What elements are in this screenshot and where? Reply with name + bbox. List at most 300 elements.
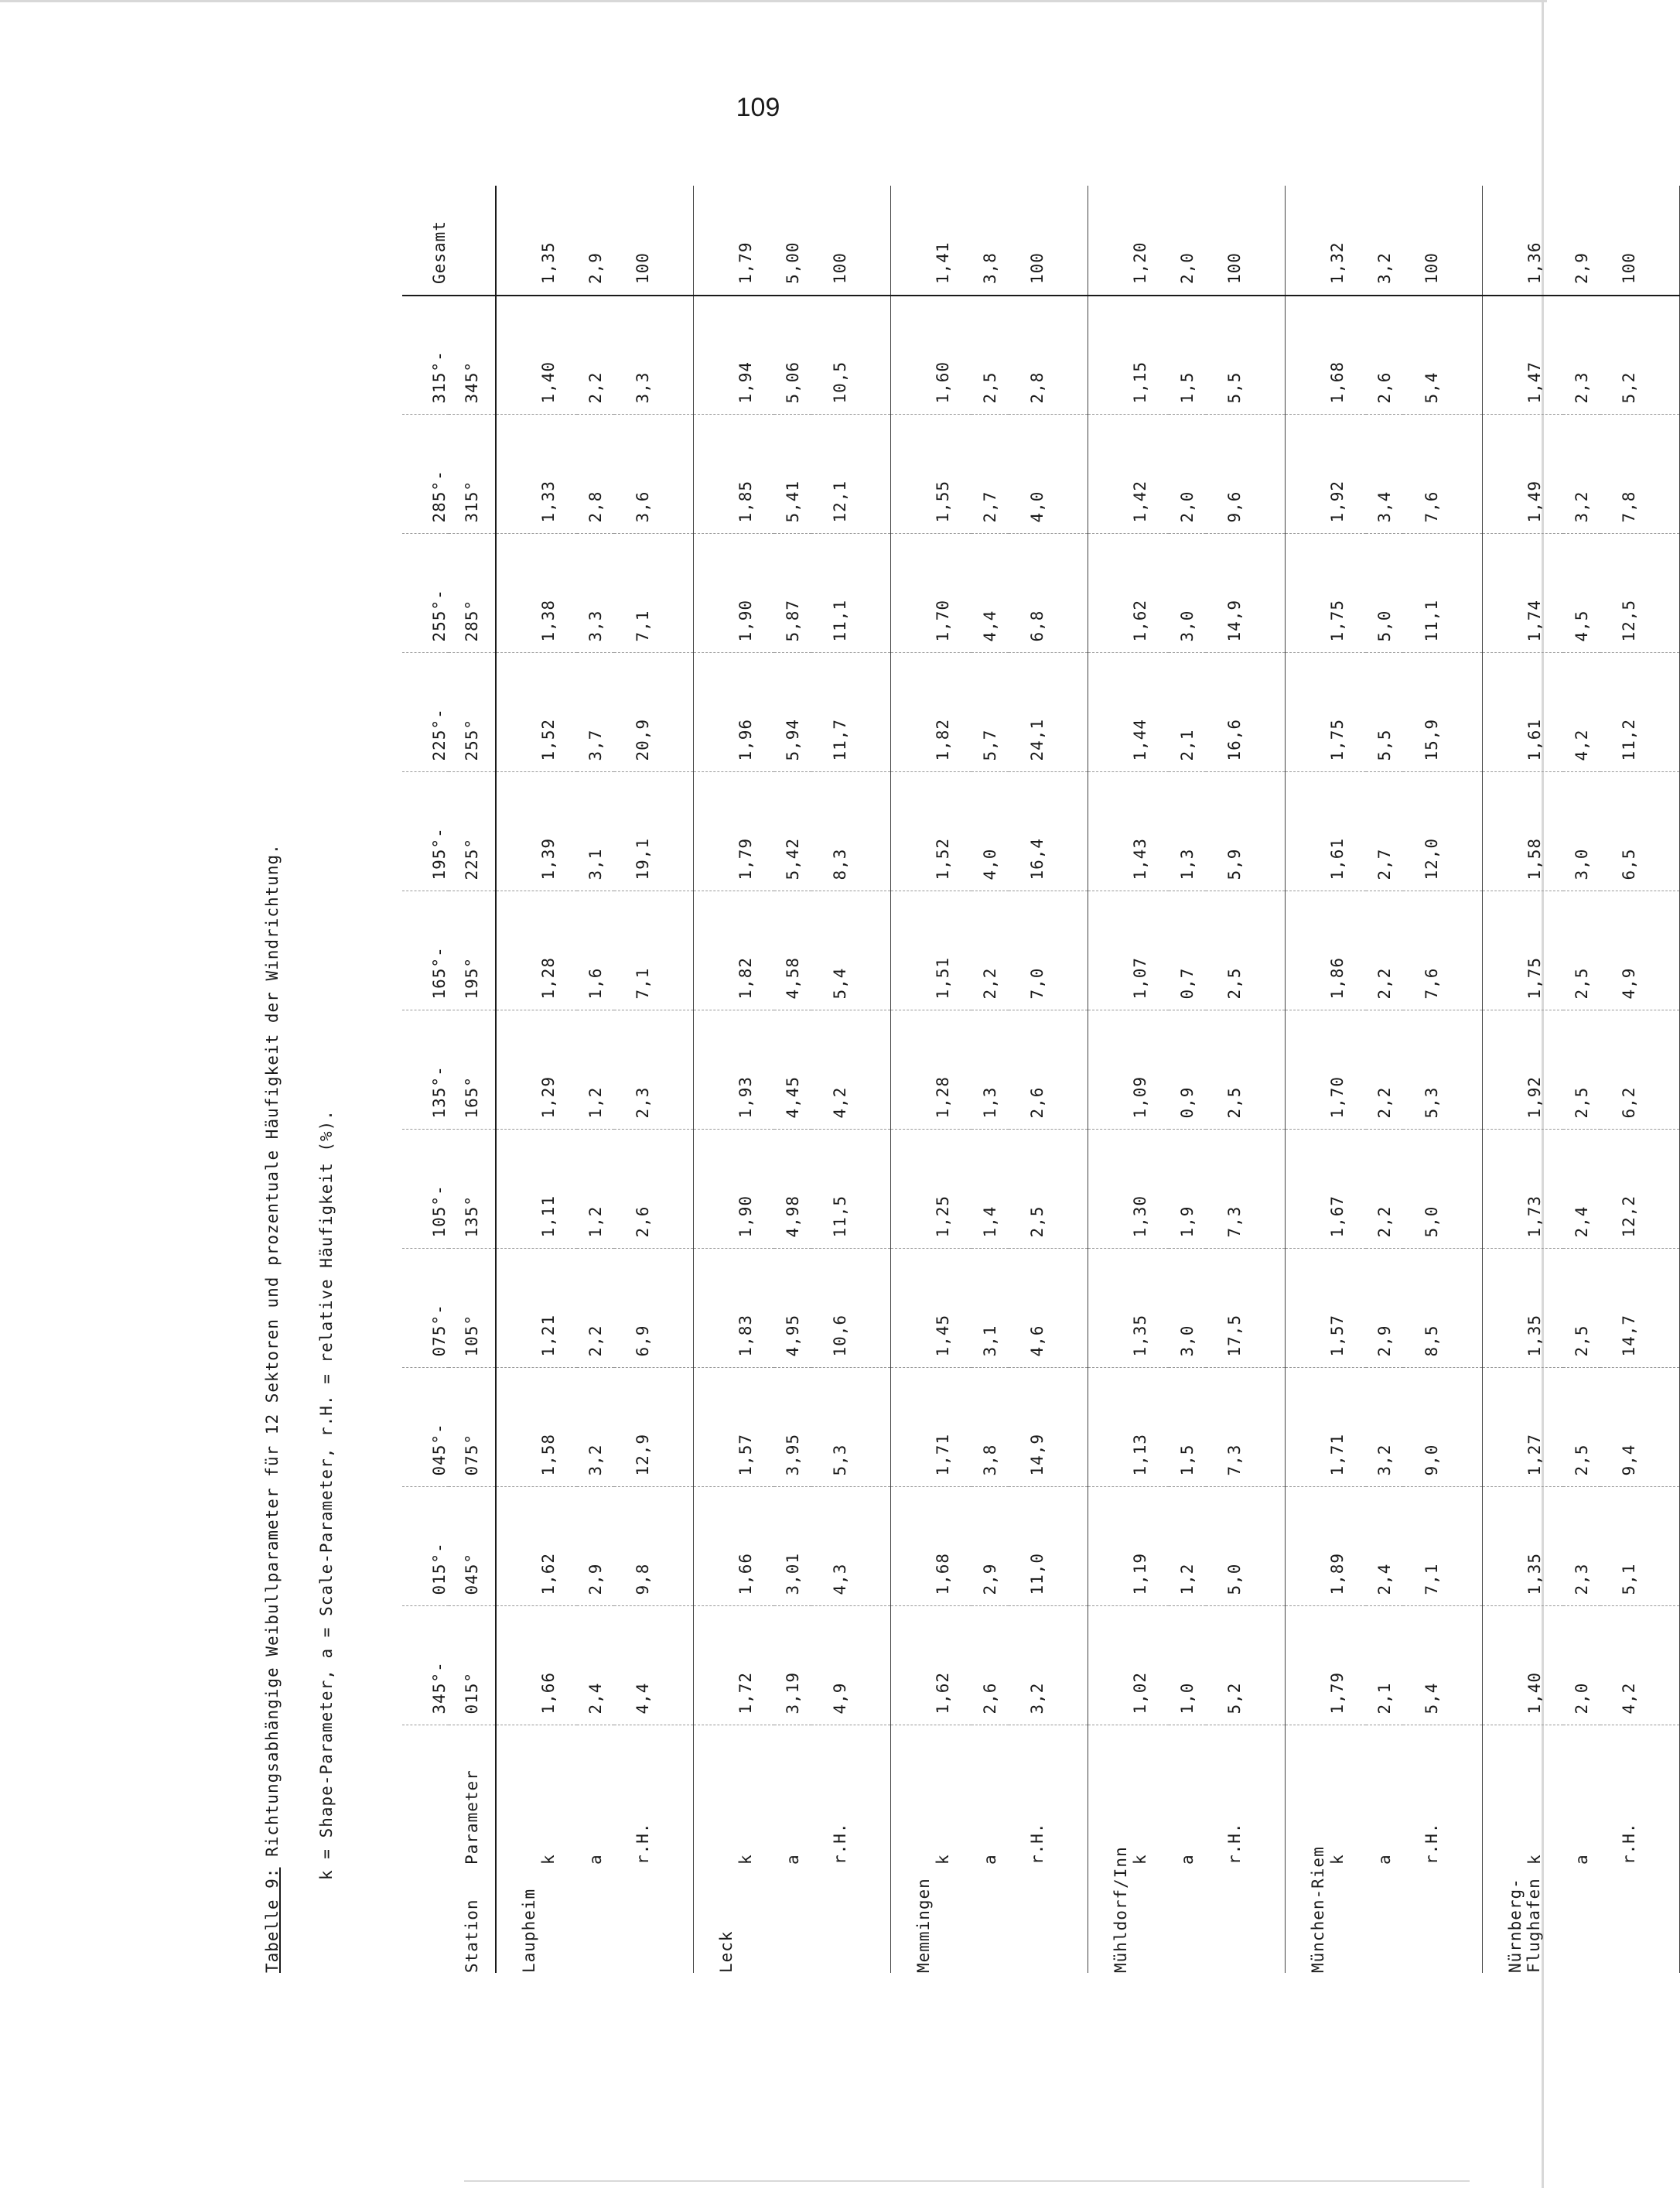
sector-from-label: 195°- xyxy=(402,772,449,891)
value-cell: 1,75 xyxy=(1286,534,1367,653)
value-cell: 3,01 xyxy=(774,1487,811,1606)
value-cell: 1,2 xyxy=(577,1010,614,1130)
value-cell: 7,6 xyxy=(1403,415,1483,534)
value-cell: 8,5 xyxy=(1403,1249,1483,1368)
value-cell: 1,67 xyxy=(1286,1130,1367,1249)
sector-from-label: 015°- xyxy=(402,1487,449,1606)
total-cell: 100 xyxy=(1600,186,1680,296)
value-cell: 1,90 xyxy=(694,1130,775,1249)
value-cell: 12,0 xyxy=(1403,772,1483,891)
value-cell: 1,66 xyxy=(496,1606,577,1725)
total-cell: 1,35 xyxy=(496,186,577,296)
value-cell: 1,72 xyxy=(694,1606,775,1725)
value-cell: 7,1 xyxy=(614,534,694,653)
weibull-table xyxy=(402,186,1680,1973)
parameter-cell: r.H. xyxy=(1620,1822,1638,1865)
total-cell: 1,36 xyxy=(1483,186,1564,296)
table-caption xyxy=(263,843,282,1973)
value-cell: 1,61 xyxy=(1483,653,1564,772)
value-cell: 2,2 xyxy=(577,1249,614,1368)
station-name xyxy=(891,1865,1088,1973)
value-cell: 5,3 xyxy=(811,1368,891,1487)
sector-to-label: 105° xyxy=(449,1249,496,1368)
value-cell: 3,0 xyxy=(1169,1249,1206,1368)
value-cell: 2,5 xyxy=(1206,1010,1286,1130)
value-cell: 5,0 xyxy=(1403,1130,1483,1249)
value-cell: 1,58 xyxy=(1483,772,1564,891)
value-cell: 5,0 xyxy=(1206,1487,1286,1606)
value-cell: 5,0 xyxy=(1366,534,1403,653)
value-cell: 11,1 xyxy=(1403,534,1483,653)
total-cell: 100 xyxy=(614,186,694,296)
parameter-cell: r.H. xyxy=(1422,1822,1441,1865)
station-name-line: Laupheim xyxy=(520,1888,538,1973)
value-cell: 4,3 xyxy=(811,1487,891,1606)
value-cell: 2,2 xyxy=(1366,1130,1403,1249)
total-cell: 2,9 xyxy=(577,186,614,296)
sector-from-label: 105°- xyxy=(402,1130,449,1249)
table-row xyxy=(1366,186,1403,1973)
value-cell: 4,6 xyxy=(1009,1249,1088,1368)
station-name-line: Flughafen xyxy=(1525,1878,1543,1973)
value-cell: 4,5 xyxy=(1563,534,1600,653)
value-cell: 1,33 xyxy=(496,415,577,534)
value-cell: 5,9 xyxy=(1206,772,1286,891)
value-cell: 1,07 xyxy=(1088,891,1170,1010)
sector-to-label: 045° xyxy=(449,1487,496,1606)
value-cell: 5,3 xyxy=(1403,1010,1483,1130)
value-cell: 9,0 xyxy=(1403,1368,1483,1487)
value-cell: 1,90 xyxy=(694,534,775,653)
parameter-cell: a xyxy=(1178,1854,1197,1865)
value-cell: 1,42 xyxy=(1088,415,1170,534)
value-cell: 3,2 xyxy=(1563,415,1600,534)
value-cell: 5,87 xyxy=(774,534,811,653)
value-cell: 1,2 xyxy=(577,1130,614,1249)
page-number: 109 xyxy=(736,93,780,122)
value-cell: 5,2 xyxy=(1206,1606,1286,1725)
value-cell: 1,82 xyxy=(891,653,972,772)
value-cell: 1,28 xyxy=(496,891,577,1010)
value-cell: 3,6 xyxy=(614,415,694,534)
value-cell: 1,83 xyxy=(694,1249,775,1368)
value-cell: 5,4 xyxy=(811,891,891,1010)
value-cell: 4,95 xyxy=(774,1249,811,1368)
value-cell: 1,68 xyxy=(891,1487,972,1606)
value-cell: 1,3 xyxy=(1169,772,1206,891)
value-cell: 1,47 xyxy=(1483,296,1564,415)
value-cell: 2,4 xyxy=(1366,1487,1403,1606)
value-cell: 2,8 xyxy=(1009,296,1088,415)
value-cell: 7,6 xyxy=(1403,891,1483,1010)
value-cell: 3,2 xyxy=(577,1368,614,1487)
value-cell: 6,5 xyxy=(1600,772,1680,891)
value-cell: 20,9 xyxy=(614,653,694,772)
value-cell: 1,2 xyxy=(1169,1487,1206,1606)
value-cell: 1,35 xyxy=(1483,1249,1564,1368)
value-cell: 2,6 xyxy=(971,1606,1009,1725)
value-cell: 17,5 xyxy=(1206,1249,1286,1368)
value-cell: 2,6 xyxy=(1366,296,1403,415)
sector-to-label: 315° xyxy=(449,415,496,534)
parameter-cell: a xyxy=(1572,1854,1591,1865)
value-cell: 3,1 xyxy=(971,1249,1009,1368)
value-cell: 1,30 xyxy=(1088,1130,1170,1249)
value-cell: 2,4 xyxy=(1563,1130,1600,1249)
value-cell: 2,3 xyxy=(614,1010,694,1130)
table-row xyxy=(1206,186,1286,1973)
sector-to-label: 195° xyxy=(449,891,496,1010)
total-cell: 100 xyxy=(1403,186,1483,296)
value-cell: 4,0 xyxy=(1009,415,1088,534)
table-row xyxy=(694,186,775,1973)
value-cell: 4,2 xyxy=(811,1010,891,1130)
station-name xyxy=(1088,1846,1286,1973)
value-cell: 2,5 xyxy=(1563,891,1600,1010)
table-row xyxy=(1403,186,1483,1973)
value-cell: 5,5 xyxy=(1206,296,1286,415)
value-cell: 4,0 xyxy=(971,772,1009,891)
sector-from-label: 315°- xyxy=(402,296,449,415)
value-cell: 4,4 xyxy=(971,534,1009,653)
value-cell: 2,5 xyxy=(1563,1249,1600,1368)
total-cell: 1,20 xyxy=(1088,186,1170,296)
total-cell: 1,32 xyxy=(1286,186,1367,296)
value-cell: 1,4 xyxy=(971,1130,1009,1249)
value-cell: 2,4 xyxy=(577,1606,614,1725)
value-cell: 2,1 xyxy=(1169,653,1206,772)
total-cell: 100 xyxy=(811,186,891,296)
value-cell: 4,2 xyxy=(1600,1606,1680,1725)
station-name-line: Nürnberg- xyxy=(1506,1878,1525,1973)
value-cell: 1,66 xyxy=(694,1487,775,1606)
value-cell: 2,7 xyxy=(1366,772,1403,891)
value-cell: 1,62 xyxy=(891,1606,972,1725)
value-cell: 5,4 xyxy=(1403,296,1483,415)
value-cell: 5,5 xyxy=(1366,653,1403,772)
value-cell: 1,55 xyxy=(891,415,972,534)
value-cell: 1,09 xyxy=(1088,1010,1170,1130)
value-cell: 2,5 xyxy=(1206,891,1286,1010)
value-cell: 2,6 xyxy=(614,1130,694,1249)
value-cell: 0,7 xyxy=(1169,891,1206,1010)
value-cell: 1,58 xyxy=(496,1368,577,1487)
value-cell: 5,2 xyxy=(1600,296,1680,415)
table-row xyxy=(496,186,577,1973)
parameter-cell: k xyxy=(539,1854,558,1865)
value-cell: 7,1 xyxy=(1403,1487,1483,1606)
value-cell: 2,2 xyxy=(971,891,1009,1010)
value-cell: 1,49 xyxy=(1483,415,1564,534)
value-cell: 2,5 xyxy=(1563,1010,1600,1130)
value-cell: 5,1 xyxy=(1600,1487,1680,1606)
table-row xyxy=(1088,186,1170,1973)
sector-to-label: 165° xyxy=(449,1010,496,1130)
scan-edge-bottom xyxy=(464,2180,1470,2182)
parameter-cell: r.H. xyxy=(1028,1822,1047,1865)
value-cell: 1,73 xyxy=(1483,1130,1564,1249)
value-cell: 1,3 xyxy=(971,1010,1009,1130)
value-cell: 3,1 xyxy=(577,772,614,891)
value-cell: 2,2 xyxy=(1366,1010,1403,1130)
value-cell: 4,45 xyxy=(774,1010,811,1130)
value-cell: 2,3 xyxy=(1563,296,1600,415)
scan-edge-top xyxy=(0,0,1547,2)
value-cell: 12,1 xyxy=(811,415,891,534)
value-cell: 8,3 xyxy=(811,772,891,891)
value-cell: 1,45 xyxy=(891,1249,972,1368)
station-name-line: Memmingen xyxy=(914,1878,933,1973)
value-cell: 9,6 xyxy=(1206,415,1286,534)
value-cell: 15,9 xyxy=(1403,653,1483,772)
value-cell: 14,9 xyxy=(1206,534,1286,653)
station-name xyxy=(1483,1865,1680,1973)
value-cell: 1,44 xyxy=(1088,653,1170,772)
value-cell: 1,27 xyxy=(1483,1368,1564,1487)
value-cell: 3,7 xyxy=(577,653,614,772)
value-cell: 12,5 xyxy=(1600,534,1680,653)
value-cell: 1,75 xyxy=(1483,891,1564,1010)
value-cell: 1,61 xyxy=(1286,772,1367,891)
sector-from-label: 345°- xyxy=(402,1606,449,1725)
value-cell: 2,5 xyxy=(1009,1130,1088,1249)
value-cell: 3,2 xyxy=(1366,1368,1403,1487)
value-cell: 3,0 xyxy=(1169,534,1206,653)
value-cell: 1,57 xyxy=(694,1368,775,1487)
rotated-table-region xyxy=(263,178,1638,1973)
value-cell: 1,11 xyxy=(496,1130,577,1249)
caption-label: Tabelle 9: xyxy=(263,1867,282,1973)
value-cell: 1,5 xyxy=(1169,1368,1206,1487)
sector-from-label: 075°- xyxy=(402,1249,449,1368)
value-cell: 5,41 xyxy=(774,415,811,534)
station-name xyxy=(694,1865,891,1973)
value-cell: 1,52 xyxy=(891,772,972,891)
sector-from-label: 165°- xyxy=(402,891,449,1010)
total-cell: 5,00 xyxy=(774,186,811,296)
value-cell: 1,02 xyxy=(1088,1606,1170,1725)
parameter-cell: r.H. xyxy=(1225,1822,1244,1865)
value-cell: 4,9 xyxy=(1600,891,1680,1010)
header-blank xyxy=(402,1865,449,1973)
value-cell: 19,1 xyxy=(614,772,694,891)
table-row xyxy=(774,186,811,1973)
total-cell: 1,41 xyxy=(891,186,972,296)
value-cell: 1,79 xyxy=(1286,1606,1367,1725)
value-cell: 11,5 xyxy=(811,1130,891,1249)
value-cell: 3,8 xyxy=(971,1368,1009,1487)
value-cell: 2,0 xyxy=(1563,1606,1600,1725)
value-cell: 10,5 xyxy=(811,296,891,415)
value-cell: 1,74 xyxy=(1483,534,1564,653)
parameter-cell: k xyxy=(1131,1854,1149,1865)
sector-from-label: 045°- xyxy=(402,1368,449,1487)
value-cell: 2,9 xyxy=(577,1487,614,1606)
value-cell: 11,1 xyxy=(811,534,891,653)
value-cell: 1,15 xyxy=(1088,296,1170,415)
value-cell: 2,8 xyxy=(577,415,614,534)
value-cell: 4,4 xyxy=(614,1606,694,1725)
value-cell: 9,8 xyxy=(614,1487,694,1606)
value-cell: 1,75 xyxy=(1286,653,1367,772)
header-row-from xyxy=(402,186,449,1973)
sector-to-label: 345° xyxy=(449,296,496,415)
sector-to-label: 015° xyxy=(449,1606,496,1725)
parameter-cell: k xyxy=(736,1854,755,1865)
value-cell: 2,6 xyxy=(1009,1010,1088,1130)
table-row xyxy=(971,186,1009,1973)
value-cell: 2,2 xyxy=(1366,891,1403,1010)
sector-to-label: 075° xyxy=(449,1368,496,1487)
value-cell: 1,25 xyxy=(891,1130,972,1249)
value-cell: 7,1 xyxy=(614,891,694,1010)
value-cell: 1,5 xyxy=(1169,296,1206,415)
value-cell: 16,4 xyxy=(1009,772,1088,891)
table-row xyxy=(1600,186,1680,1973)
value-cell: 1,52 xyxy=(496,653,577,772)
value-cell: 6,8 xyxy=(1009,534,1088,653)
value-cell: 2,1 xyxy=(1366,1606,1403,1725)
value-cell: 0,9 xyxy=(1169,1010,1206,1130)
parameter-cell: r.H. xyxy=(831,1822,849,1865)
station-name-line: Mühldorf/Inn xyxy=(1111,1846,1130,1973)
total-cell: 100 xyxy=(1206,186,1286,296)
table-legend: k = Shape-Parameter, a = Scale-Parameter, r.H. = relative Häufigkeit (%). xyxy=(317,1109,336,1880)
parameter-cell: a xyxy=(586,1854,605,1865)
total-cell: 2,9 xyxy=(1563,186,1600,296)
table-row xyxy=(1286,186,1367,1973)
value-cell: 11,7 xyxy=(811,653,891,772)
value-cell: 2,0 xyxy=(1169,415,1206,534)
value-cell: 1,29 xyxy=(496,1010,577,1130)
header-total-blank xyxy=(449,186,496,296)
value-cell: 3,0 xyxy=(1563,772,1600,891)
value-cell: 1,21 xyxy=(496,1249,577,1368)
value-cell: 2,5 xyxy=(1563,1368,1600,1487)
value-cell: 2,5 xyxy=(971,296,1009,415)
sector-from-label: 225°- xyxy=(402,653,449,772)
value-cell: 1,89 xyxy=(1286,1487,1367,1606)
value-cell: 3,2 xyxy=(1009,1606,1088,1725)
value-cell: 7,3 xyxy=(1206,1130,1286,1249)
value-cell: 5,42 xyxy=(774,772,811,891)
value-cell: 3,4 xyxy=(1366,415,1403,534)
value-cell: 1,92 xyxy=(1483,1010,1564,1130)
value-cell: 3,3 xyxy=(614,296,694,415)
value-cell: 1,92 xyxy=(1286,415,1367,534)
value-cell: 1,6 xyxy=(577,891,614,1010)
value-cell: 4,9 xyxy=(811,1606,891,1725)
value-cell: 14,7 xyxy=(1600,1249,1680,1368)
sector-from-label: 285°- xyxy=(402,415,449,534)
station-name xyxy=(1286,1846,1483,1973)
header-total: Gesamt xyxy=(402,186,449,296)
station-name-line: Leck xyxy=(717,1930,736,1973)
parameter-cell: a xyxy=(784,1854,802,1865)
parameter-cell: k xyxy=(1328,1854,1347,1865)
header-station: Station xyxy=(449,1865,496,1973)
value-cell: 2,9 xyxy=(1366,1249,1403,1368)
value-cell: 24,1 xyxy=(1009,653,1088,772)
value-cell: 5,4 xyxy=(1403,1606,1483,1725)
value-cell: 2,3 xyxy=(1563,1487,1600,1606)
value-cell: 10,6 xyxy=(811,1249,891,1368)
table-row xyxy=(1563,186,1600,1973)
value-cell: 9,4 xyxy=(1600,1368,1680,1487)
parameter-cell: r.H. xyxy=(633,1822,652,1865)
value-cell: 1,68 xyxy=(1286,296,1367,415)
value-cell: 3,19 xyxy=(774,1606,811,1725)
value-cell: 1,38 xyxy=(496,534,577,653)
sector-to-label: 255° xyxy=(449,653,496,772)
caption-text: Richtungsabhängige Weibullparameter für 12 Sektoren und prozentuale Häufigkeit der Windrichtung. xyxy=(263,843,282,1868)
table-row xyxy=(1009,186,1088,1973)
total-cell: 3,2 xyxy=(1366,186,1403,296)
value-cell: 1,43 xyxy=(1088,772,1170,891)
value-cell: 1,70 xyxy=(1286,1010,1367,1130)
value-cell: 4,98 xyxy=(774,1130,811,1249)
value-cell: 1,60 xyxy=(891,296,972,415)
total-cell: 100 xyxy=(1009,186,1088,296)
parameter-cell: k xyxy=(1525,1854,1544,1865)
value-cell: 1,19 xyxy=(1088,1487,1170,1606)
table-row xyxy=(1169,186,1206,1973)
value-cell: 4,2 xyxy=(1563,653,1600,772)
sector-to-label: 135° xyxy=(449,1130,496,1249)
value-cell: 2,9 xyxy=(971,1487,1009,1606)
value-cell: 1,9 xyxy=(1169,1130,1206,1249)
total-cell: 3,8 xyxy=(971,186,1009,296)
value-cell: 6,2 xyxy=(1600,1010,1680,1130)
value-cell: 1,28 xyxy=(891,1010,972,1130)
header-row-to xyxy=(449,186,496,1973)
table-row xyxy=(577,186,614,1973)
table-row xyxy=(1483,186,1564,1973)
sector-to-label: 285° xyxy=(449,534,496,653)
value-cell: 1,93 xyxy=(694,1010,775,1130)
value-cell: 1,40 xyxy=(1483,1606,1564,1725)
value-cell: 1,71 xyxy=(1286,1368,1367,1487)
value-cell: 1,0 xyxy=(1169,1606,1206,1725)
value-cell: 7,3 xyxy=(1206,1368,1286,1487)
value-cell: 2,7 xyxy=(971,415,1009,534)
value-cell: 1,35 xyxy=(1483,1487,1564,1606)
parameter-cell: k xyxy=(934,1854,952,1865)
value-cell: 11,0 xyxy=(1009,1487,1088,1606)
table-row xyxy=(891,186,972,1973)
value-cell: 1,79 xyxy=(694,772,775,891)
value-cell: 5,94 xyxy=(774,653,811,772)
parameter-cell: a xyxy=(981,1854,999,1865)
value-cell: 1,57 xyxy=(1286,1249,1367,1368)
value-cell: 6,9 xyxy=(614,1249,694,1368)
value-cell: 3,3 xyxy=(577,534,614,653)
value-cell: 1,51 xyxy=(891,891,972,1010)
value-cell: 14,9 xyxy=(1009,1368,1088,1487)
sector-to-label: 225° xyxy=(449,772,496,891)
value-cell: 1,39 xyxy=(496,772,577,891)
station-name-line: München-Riem xyxy=(1309,1846,1327,1973)
total-cell: 1,79 xyxy=(694,186,775,296)
value-cell: 1,85 xyxy=(694,415,775,534)
value-cell: 12,9 xyxy=(614,1368,694,1487)
value-cell: 12,2 xyxy=(1600,1130,1680,1249)
value-cell: 3,95 xyxy=(774,1368,811,1487)
value-cell: 1,62 xyxy=(496,1487,577,1606)
value-cell: 1,94 xyxy=(694,296,775,415)
sector-from-label: 135°- xyxy=(402,1010,449,1130)
sector-from-label: 255°- xyxy=(402,534,449,653)
